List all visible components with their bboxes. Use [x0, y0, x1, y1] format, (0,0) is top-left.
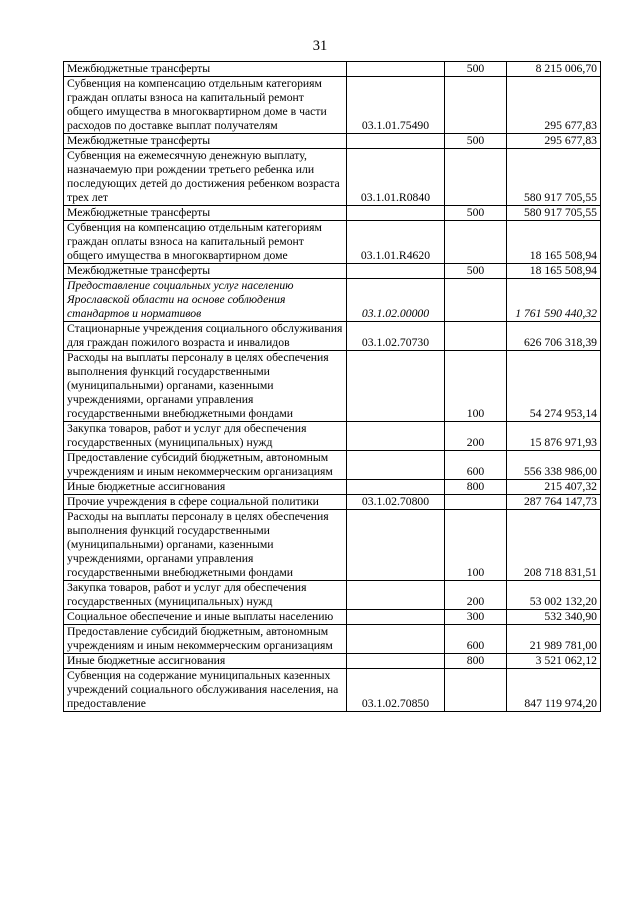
- table-row: [64, 422, 601, 451]
- row-name: Субвенция на ежемесячную денежную выплату, назначаемую при рождении третьего ребенка или последующих детей до достижения ребенком возраста трех лет: [64, 149, 347, 206]
- row-code: 03.1.02.00000: [347, 279, 445, 322]
- row-sum: 15 876 971,93: [507, 422, 601, 451]
- table-row: [64, 322, 601, 351]
- row-expense-type: 600: [445, 625, 507, 654]
- row-code: 03.1.02.70800: [347, 495, 445, 510]
- table-row: [64, 221, 601, 264]
- row-code: [347, 625, 445, 654]
- row-name: Расходы на выплаты персоналу в целях обеспечения выполнения функций государственными (муниципальными) органами, казенными учреждениями, органами управления государственными внебюджетными фондами: [64, 510, 347, 581]
- row-name: Межбюджетные трансферты: [64, 264, 347, 279]
- row-expense-type: [445, 221, 507, 264]
- row-sum: 295 677,83: [507, 77, 601, 134]
- row-sum: 8 215 006,70: [507, 62, 601, 77]
- row-code: [347, 451, 445, 480]
- row-sum: 847 119 974,20: [507, 669, 601, 712]
- table-row: [64, 134, 601, 149]
- row-expense-type: 600: [445, 451, 507, 480]
- row-expense-type: 100: [445, 351, 507, 422]
- table-row: [64, 149, 601, 206]
- page-number: 31: [312, 38, 328, 54]
- row-name: Иные бюджетные ассигнования: [64, 480, 347, 495]
- row-code: [347, 422, 445, 451]
- row-sum: 626 706 318,39: [507, 322, 601, 351]
- row-code: [347, 581, 445, 610]
- row-expense-type: [445, 495, 507, 510]
- row-sum: 556 338 986,00: [507, 451, 601, 480]
- row-code: 03.1.02.70850: [347, 669, 445, 712]
- row-code: [347, 134, 445, 149]
- row-name: Межбюджетные трансферты: [64, 62, 347, 77]
- table-row: [64, 279, 601, 322]
- row-sum: 21 989 781,00: [507, 625, 601, 654]
- row-code: [347, 264, 445, 279]
- row-expense-type: 800: [445, 480, 507, 495]
- row-name: Закупка товаров, работ и услуг для обеспечения государственных (муниципальных) нужд: [64, 422, 347, 451]
- row-sum: 18 165 508,94: [507, 221, 601, 264]
- row-name: Предоставление субсидий бюджетным, автономным учреждениям и иным некоммерческим организациям: [64, 625, 347, 654]
- row-sum: 532 340,90: [507, 610, 601, 625]
- table-row: [64, 610, 601, 625]
- row-sum: 580 917 705,55: [507, 149, 601, 206]
- budget-table: [63, 61, 601, 712]
- row-code: [347, 654, 445, 669]
- row-code: [347, 480, 445, 495]
- table-row: [64, 351, 601, 422]
- table-row: [64, 62, 601, 77]
- row-name: Субвенция на компенсацию отдельным категориям граждан оплаты взноса на капитальный ремонт общего имущества в многоквартирном доме: [64, 221, 347, 264]
- row-name: Расходы на выплаты персоналу в целях обеспечения выполнения функций государственными (муниципальными) органами, казенными учреждениями, органами управления государственными внебюджетными фондами: [64, 351, 347, 422]
- row-expense-type: [445, 279, 507, 322]
- row-code: [347, 351, 445, 422]
- row-sum: 215 407,32: [507, 480, 601, 495]
- row-name: Прочие учреждения в сфере социальной политики: [64, 495, 347, 510]
- row-name: Субвенция на компенсацию отдельным категориям граждан оплаты взноса на капитальный ремонт общего имущества в многоквартирном доме в части расходов по доставке выплат получателям: [64, 77, 347, 134]
- row-expense-type: 800: [445, 654, 507, 669]
- row-code: 03.1.02.70730: [347, 322, 445, 351]
- row-code: [347, 610, 445, 625]
- row-sum: 1 761 590 440,32: [507, 279, 601, 322]
- row-expense-type: 100: [445, 510, 507, 581]
- table-row: [64, 669, 601, 712]
- row-sum: 3 521 062,12: [507, 654, 601, 669]
- row-name: Межбюджетные трансферты: [64, 134, 347, 149]
- row-sum: 53 002 132,20: [507, 581, 601, 610]
- row-sum: 295 677,83: [507, 134, 601, 149]
- row-expense-type: 500: [445, 62, 507, 77]
- row-sum: 18 165 508,94: [507, 264, 601, 279]
- row-name: Закупка товаров, работ и услуг для обеспечения государственных (муниципальных) нужд: [64, 581, 347, 610]
- table-row: [64, 495, 601, 510]
- table-row: [64, 654, 601, 669]
- table-row: [64, 264, 601, 279]
- row-sum: 208 718 831,51: [507, 510, 601, 581]
- table-row: [64, 451, 601, 480]
- row-code: [347, 510, 445, 581]
- row-name: Межбюджетные трансферты: [64, 206, 347, 221]
- row-expense-type: 500: [445, 264, 507, 279]
- row-expense-type: [445, 669, 507, 712]
- row-code: [347, 62, 445, 77]
- row-name: Предоставление субсидий бюджетным, автономным учреждениям и иным некоммерческим организациям: [64, 451, 347, 480]
- row-expense-type: [445, 322, 507, 351]
- row-code: 03.1.01.75490: [347, 77, 445, 134]
- row-expense-type: 500: [445, 134, 507, 149]
- row-code: 03.1.01.R4620: [347, 221, 445, 264]
- row-sum: 287 764 147,73: [507, 495, 601, 510]
- row-name: Социальное обеспечение и иные выплаты населению: [64, 610, 347, 625]
- table-row: [64, 510, 601, 581]
- table-row: [64, 480, 601, 495]
- row-sum: 580 917 705,55: [507, 206, 601, 221]
- row-name: Субвенция на содержание муниципальных казенных учреждений социального обслуживания населения, на предоставление: [64, 669, 347, 712]
- row-sum: 54 274 953,14: [507, 351, 601, 422]
- table-row: [64, 77, 601, 134]
- row-expense-type: 300: [445, 610, 507, 625]
- row-name: Предоставление социальных услуг населению Ярославской области на основе соблюдения стандартов и нормативов: [64, 279, 347, 322]
- table-row: [64, 625, 601, 654]
- row-expense-type: 200: [445, 422, 507, 451]
- row-expense-type: [445, 149, 507, 206]
- row-expense-type: [445, 77, 507, 134]
- row-code: 03.1.01.R0840: [347, 149, 445, 206]
- row-expense-type: 500: [445, 206, 507, 221]
- table-row: [64, 581, 601, 610]
- budget-table-body: [64, 62, 601, 712]
- row-name: Иные бюджетные ассигнования: [64, 654, 347, 669]
- table-row: [64, 206, 601, 221]
- row-code: [347, 206, 445, 221]
- row-expense-type: 200: [445, 581, 507, 610]
- row-name: Стационарные учреждения социального обслуживания для граждан пожилого возраста и инвалидов: [64, 322, 347, 351]
